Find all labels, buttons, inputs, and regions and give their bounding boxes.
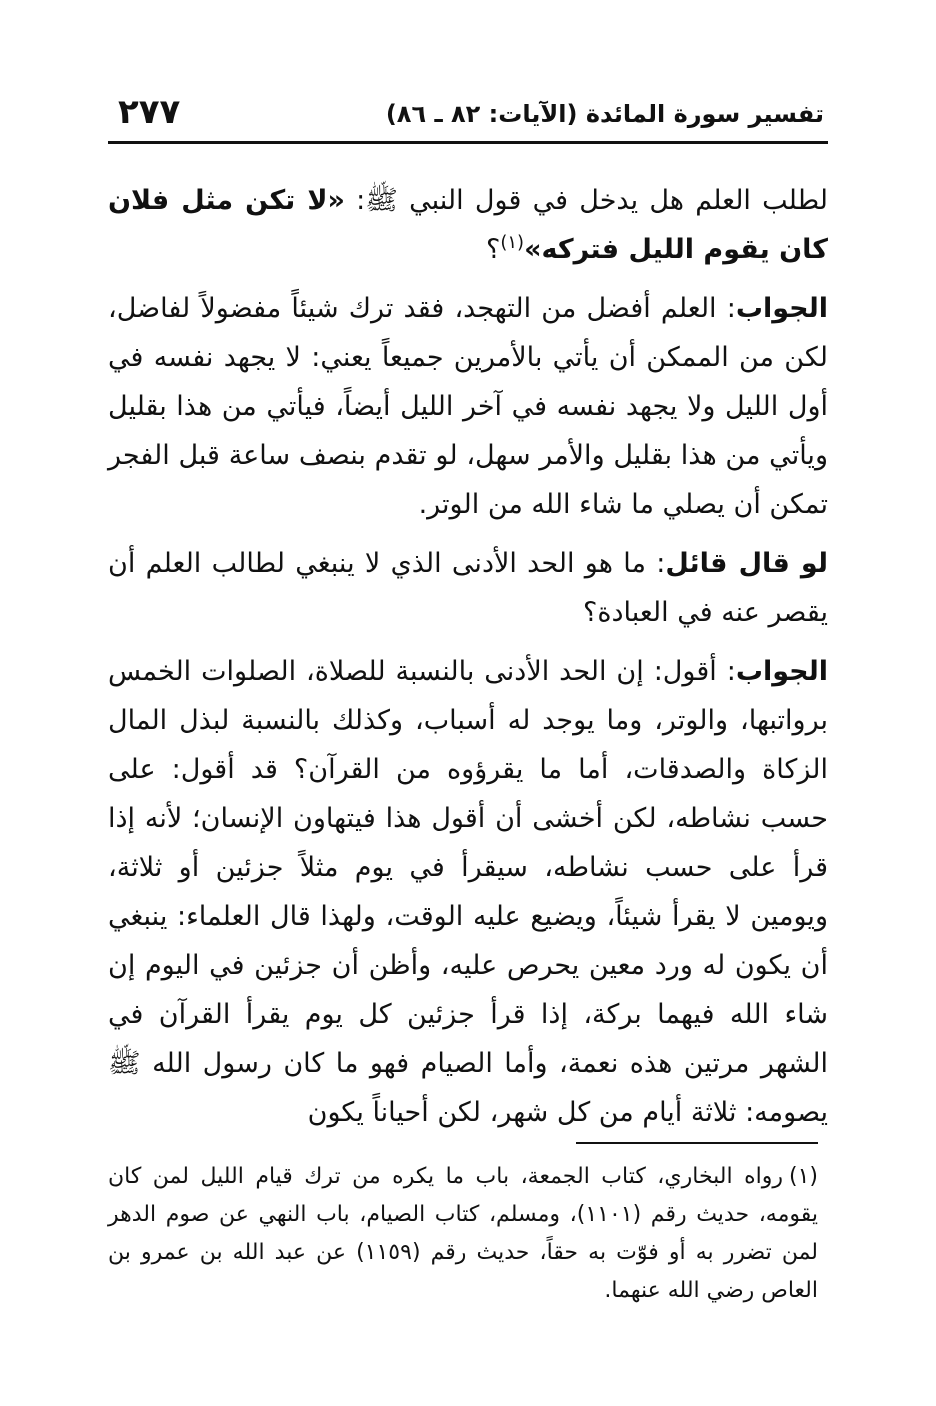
question-label: لو قال قائل bbox=[665, 548, 828, 579]
footnote-separator bbox=[576, 1142, 818, 1144]
hadith-quote: «لا تكن مثل فلان كان يقوم الليل فتركه» bbox=[108, 185, 828, 265]
page-header bbox=[112, 86, 824, 138]
paragraph-text: : ما هو الحد الأدنى الذي لا ينبغي لطالب العلم أن يقصر عنه في العبادة؟ bbox=[108, 548, 828, 628]
paragraph-answer-1 bbox=[108, 284, 828, 529]
footnote-marker: (١) bbox=[788, 1164, 818, 1189]
paragraph-question-2 bbox=[108, 539, 828, 637]
paragraph-question-continuation bbox=[108, 176, 828, 274]
footnote-text: رواه البخاري، كتاب الجمعة، باب ما يكره من ترك قيام الليل لمن كان يقومه، حديث رقم (١١٠١)، ومسلم، كتاب الصيام، باب النهي عن صوم الدهر لمن تضرر به أو فوّت به حقاً، حديث رقم (١١٥٩) عن عبد الله بن عمرو بن العاص رضي الله عنهما. bbox=[108, 1164, 818, 1303]
paragraph-text: : العلم أفضل من التهجد، فقد ترك شيئاً مفضولاً لفاضل، لكن من الممكن أن يأتي بالأمرين جميعاً يعني: لا يجهد نفسه في أول الليل ولا يجهد نفسه في آخر الليل أيضاً، فيأتي من هذا بقليل ويأتي من هذا بقليل والأمر سهل، لو تقدم بنصف ساعة قبل الفجر تمكن أن يصلي ما شاء الله من الوتر. bbox=[108, 293, 828, 520]
answer-label: الجواب bbox=[735, 656, 828, 687]
header-rule bbox=[108, 141, 828, 144]
main-text bbox=[108, 176, 828, 1147]
question-mark: ؟ bbox=[486, 234, 501, 265]
running-title: تفسير سورة المائدة (الآيات: ٨٢ ـ ٨٦) bbox=[385, 100, 824, 128]
footnote bbox=[108, 1158, 818, 1310]
paragraph-text: : أقول: إن الحد الأدنى بالنسبة للصلاة، الصلوات الخمس برواتبها، والوتر، وما يوجد له أسباب، وكذلك بالنسبة لبذل المال الزكاة والصدقات، أما ما يقرؤوه من القرآن؟ قد أقول: على حسب نشاطه، لكن أخشى أن أقول هذا فيتهاون الإنسان؛ لأنه إذا قرأ على حسب نشاطه، سيقرأ في يوم مثلاً جزئين أو ثلاثة، ويومين لا يقرأ شيئاً، ويضيع عليه الوقت، ولهذا قال العلماء: ينبغي أن يكون له ورد معين يحرص عليه، وأظن أن جزئين في اليوم إن شاء الله فيهما بركة، إذا قرأ جزئين كل يوم يقرأ القرآن في الشهر مرتين هذه نعمة، وأما الصيام فهو ما كان رسول الله ﷺ يصومه: ثلاثة أيام من كل شهر، لكن أحياناً يكون bbox=[108, 656, 828, 1128]
paragraph-text: لطلب العلم هل يدخل في قول النبي ﷺ: bbox=[344, 185, 828, 216]
paragraph-answer-2 bbox=[108, 647, 828, 1137]
footnote-reference: (١) bbox=[500, 232, 525, 253]
answer-label: الجواب bbox=[735, 293, 828, 324]
page-number: ٢٧٧ bbox=[118, 92, 181, 132]
